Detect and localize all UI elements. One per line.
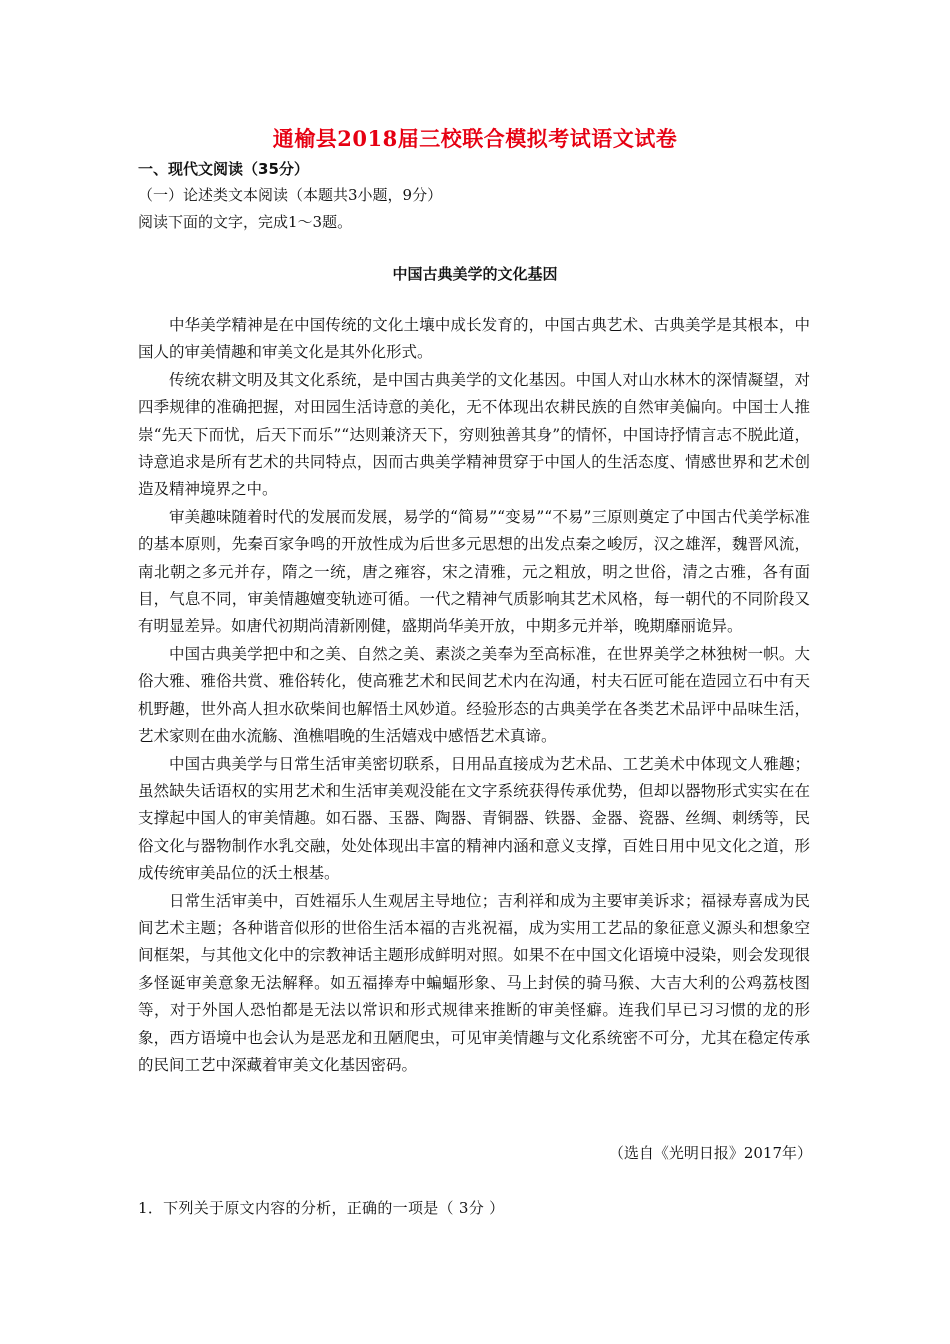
subsection-heading: （一）论述类文本阅读（本题共3小题，9分） — [138, 186, 443, 204]
reading-instruction: 阅读下面的文字，完成1～3题。 — [138, 213, 353, 231]
article-paragraph: 中国古典美学把中和之美、自然之美、素淡之美奉为至高标准，在世界美学之林独树一帜。大俗大雅、雅俗共赏、雅俗转化，使高雅艺术和民间艺术内在沟通，村夫石匠可能在造园立石中有天机野趣，世外高人担水砍柴间也解悟土风妙道。经验形态的古典美学在各类艺术品评中品味生活，艺术家则在曲水流觞、渔樵唱晚的生活嬉戏中感悟艺术真谛。 — [138, 644, 810, 746]
article-paragraph: 传统农耕文明及其文化系统，是中国古典美学的文化基因。中国人对山水林木的深情凝望，对四季规律的准确把握，对田园生活诗意的美化，无不体现出农耕民族的自然审美偏向。中国士人推崇“先天下而忧，后天下而乐”“达则兼济天下，穷则独善其身”的情怀，中国诗抒情言志不脱此道，诗意追求是所有艺术的共同特点，因而古典美学精神贯穿于中国人的生活态度、情感世界和艺术创造及精神境界之中。 — [138, 370, 810, 499]
article-source: （选自《光明日报》2017年） — [608, 1144, 812, 1162]
article-paragraph: 中国古典美学与日常生活审美密切联系，日用品直接成为艺术品、工艺美术中体现文人雅趣；虽然缺失话语权的实用艺术和生活审美观没能在文字系统获得传承优势，但却以器物形式实实在在支撑起中国人的审美情趣。如石器、玉器、陶器、青铜器、铁器、金器、瓷器、丝绸、刺绣等，民俗文化与器物制作水乳交融，处处体现出丰富的精神内涵和意义支撑，百姓日用中见文化之道，形成传统审美品位的沃土根基。 — [138, 754, 810, 883]
article-title: 中国古典美学的文化基因 — [392, 265, 558, 283]
article-paragraph: 日常生活审美中，百姓福乐人生观居主导地位；吉利祥和成为主要审美诉求；福禄寿喜成为民间艺术主题；各种谐音似形的世俗生活本福的吉兆祝福，成为实用工艺品的象征意义源头和想象空间框架，与其他文化中的宗教神话主题形成鲜明对照。如果不在中国文化语境中浸染，则会发现很多怪诞审美意象无法解释。如五福捧寿中蝙蝠形象、马上封侯的骑马猴、大吉大利的公鸡荔枝图等，对于外国人恐怕都是无法以常识和形式规律来推断的审美怪癖。连我们早已习习惯的龙的形象，西方语境中也会认为是恶龙和丑陋爬虫，可见审美情趣与文化系统密不可分，尤其在稳定传承的民间工艺中深藏着审美文化基因密码。 — [138, 891, 810, 1074]
article-body — [138, 312, 810, 1079]
exam-title: 通榆县2018届三校联合模拟考试语文试卷 — [272, 126, 678, 151]
question-1: 1．下列关于原文内容的分析，正确的一项是（ 3分 ） — [138, 1199, 505, 1217]
article-paragraph: 中华美学精神是在中国传统的文化土壤中成长发育的，中国古典艺术、古典美学是其根本，中国人的审美情趣和审美文化是其外化形式。 — [138, 316, 810, 362]
section-heading: 一、现代文阅读（35分） — [138, 160, 309, 178]
article-paragraph: 审美趣味随着时代的发展而发展，易学的“简易”“变易”“不易”三原则奠定了中国古代美学标准的基本原则，先秦百家争鸣的开放性成为后世多元思想的出发点秦之峻厉，汉之雄浑，魏晋风流，南北朝之多元并存，隋之一统，唐之雍容，宋之清雅，元之粗放，明之世俗，清之古雅，各有面目，气息不同，审美情趣嬗变轨迹可循。一代之精神气质影响其艺术风格，每一朝代的不同阶段又有明显差异。如唐代初期尚清新刚健，盛期尚华美开放，中期多元并举，晚期靡丽诡异。 — [138, 507, 810, 636]
